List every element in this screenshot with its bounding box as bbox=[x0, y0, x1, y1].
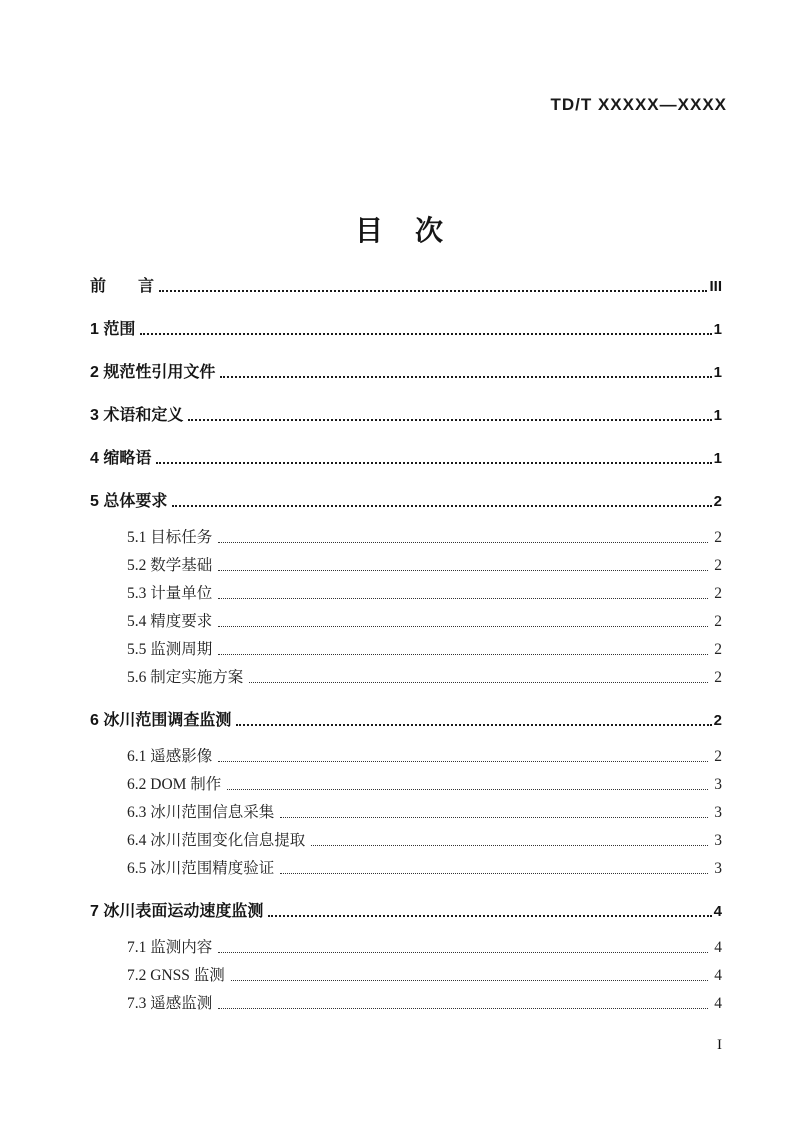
dot-leader bbox=[280, 817, 708, 818]
toc-entry-label: 3 术语和定义 bbox=[90, 407, 184, 424]
toc-entry-page: 4 bbox=[714, 967, 722, 984]
toc-entry-page: 3 bbox=[714, 860, 722, 877]
toc-entry-label: 5.1 目标任务 bbox=[127, 529, 213, 546]
toc-entry-page: 3 bbox=[714, 776, 722, 793]
toc-entry-page: 2 bbox=[713, 493, 722, 510]
toc-entry bbox=[90, 767, 722, 795]
toc-entry-label: 5.4 精度要求 bbox=[127, 613, 213, 630]
toc-entry-label: 6 冰川范围调查监测 bbox=[90, 712, 232, 729]
document-code: TD/T XXXXX—XXXX bbox=[550, 95, 727, 114]
toc-entry-label: 5 总体要求 bbox=[90, 493, 168, 510]
dot-leader bbox=[236, 724, 711, 726]
toc-entry-page: 1 bbox=[713, 364, 722, 381]
dot-leader bbox=[227, 789, 708, 790]
toc-entry-page: 3 bbox=[714, 804, 722, 821]
toc-entry-label: 5.6 制定实施方案 bbox=[127, 669, 244, 686]
dot-leader bbox=[159, 290, 707, 292]
toc-entry-page: 1 bbox=[713, 407, 722, 424]
toc-entry-label: 7.3 遥感监测 bbox=[127, 995, 213, 1012]
page-number: I bbox=[717, 1037, 722, 1053]
dot-leader bbox=[218, 626, 708, 627]
dot-leader bbox=[280, 873, 708, 874]
toc-entry-label: 6.3 冰川范围信息采集 bbox=[127, 804, 275, 821]
page-title: 目 次 bbox=[354, 215, 445, 246]
toc-entry bbox=[90, 355, 722, 383]
toc-entry-label: 7.1 监测内容 bbox=[127, 939, 213, 956]
toc-entry-page: 2 bbox=[714, 748, 722, 765]
toc-entry bbox=[90, 312, 722, 340]
dot-leader bbox=[249, 682, 708, 683]
toc-entry bbox=[90, 604, 722, 632]
dot-leader bbox=[156, 462, 711, 464]
toc-entry bbox=[90, 269, 722, 297]
dot-leader bbox=[188, 419, 711, 421]
dot-leader bbox=[218, 952, 708, 953]
toc-entry-label: 2 规范性引用文件 bbox=[90, 364, 216, 381]
toc-entry bbox=[90, 894, 722, 922]
dot-leader bbox=[218, 654, 708, 655]
toc-entry-label: 前 言 bbox=[90, 278, 155, 295]
toc-entry bbox=[90, 795, 722, 823]
toc-entry-label: 5.2 数学基础 bbox=[127, 557, 213, 574]
toc-entry bbox=[90, 441, 722, 469]
toc-entry bbox=[90, 823, 722, 851]
toc-entry-label: 6.5 冰川范围精度验证 bbox=[127, 860, 275, 877]
dot-leader bbox=[220, 376, 711, 378]
dot-leader bbox=[172, 505, 711, 507]
dot-leader bbox=[218, 542, 708, 543]
dot-leader bbox=[231, 980, 708, 981]
toc-entry bbox=[90, 739, 722, 767]
toc-entry bbox=[90, 398, 722, 426]
toc-entry-label: 4 缩略语 bbox=[90, 450, 152, 467]
toc-entry-label: 7 冰川表面运动速度监测 bbox=[90, 903, 264, 920]
toc-entry bbox=[90, 520, 722, 548]
dot-leader bbox=[268, 915, 711, 917]
toc-entry bbox=[90, 548, 722, 576]
dot-leader bbox=[140, 333, 711, 335]
toc-entry-page: 1 bbox=[713, 321, 722, 338]
dot-leader bbox=[218, 761, 708, 762]
dot-leader bbox=[218, 570, 708, 571]
toc-entry-label: 5.3 计量单位 bbox=[127, 585, 213, 602]
toc-entry-page: 2 bbox=[714, 585, 722, 602]
toc-entry-page: 1 bbox=[713, 450, 722, 467]
toc-entry-page: 3 bbox=[714, 832, 722, 849]
toc-entry-label: 6.2 DOM 制作 bbox=[127, 776, 222, 793]
toc-entry-label: 5.5 监测周期 bbox=[127, 641, 213, 658]
toc-entry-label: 7.2 GNSS 监测 bbox=[127, 967, 225, 984]
toc-entry bbox=[90, 851, 722, 879]
toc-entry bbox=[90, 958, 722, 986]
dot-leader bbox=[218, 598, 708, 599]
toc-entry bbox=[90, 632, 722, 660]
toc-entry-page: 2 bbox=[713, 712, 722, 729]
toc-entry bbox=[90, 703, 722, 731]
toc-entry-label: 1 范围 bbox=[90, 321, 136, 338]
dot-leader bbox=[311, 845, 708, 846]
toc-entry-page: 2 bbox=[714, 613, 722, 630]
toc-entry bbox=[90, 484, 722, 512]
toc-entry-page: 4 bbox=[713, 903, 722, 920]
toc-list bbox=[90, 254, 722, 1014]
toc-entry bbox=[90, 930, 722, 958]
dot-leader bbox=[218, 1008, 708, 1009]
toc-entry-page: 4 bbox=[714, 939, 722, 956]
toc-entry-page: 4 bbox=[714, 995, 722, 1012]
toc-entry-page: 2 bbox=[714, 529, 722, 546]
toc-entry-page: III bbox=[709, 278, 722, 295]
toc-entry-label: 6.4 冰川范围变化信息提取 bbox=[127, 832, 306, 849]
toc-entry-label: 6.1 遥感影像 bbox=[127, 748, 213, 765]
toc-entry-page: 2 bbox=[714, 669, 722, 686]
toc-entry bbox=[90, 576, 722, 604]
toc-entry-page: 2 bbox=[714, 557, 722, 574]
toc-entry-page: 2 bbox=[714, 641, 722, 658]
toc-entry bbox=[90, 660, 722, 688]
toc-entry bbox=[90, 986, 722, 1014]
